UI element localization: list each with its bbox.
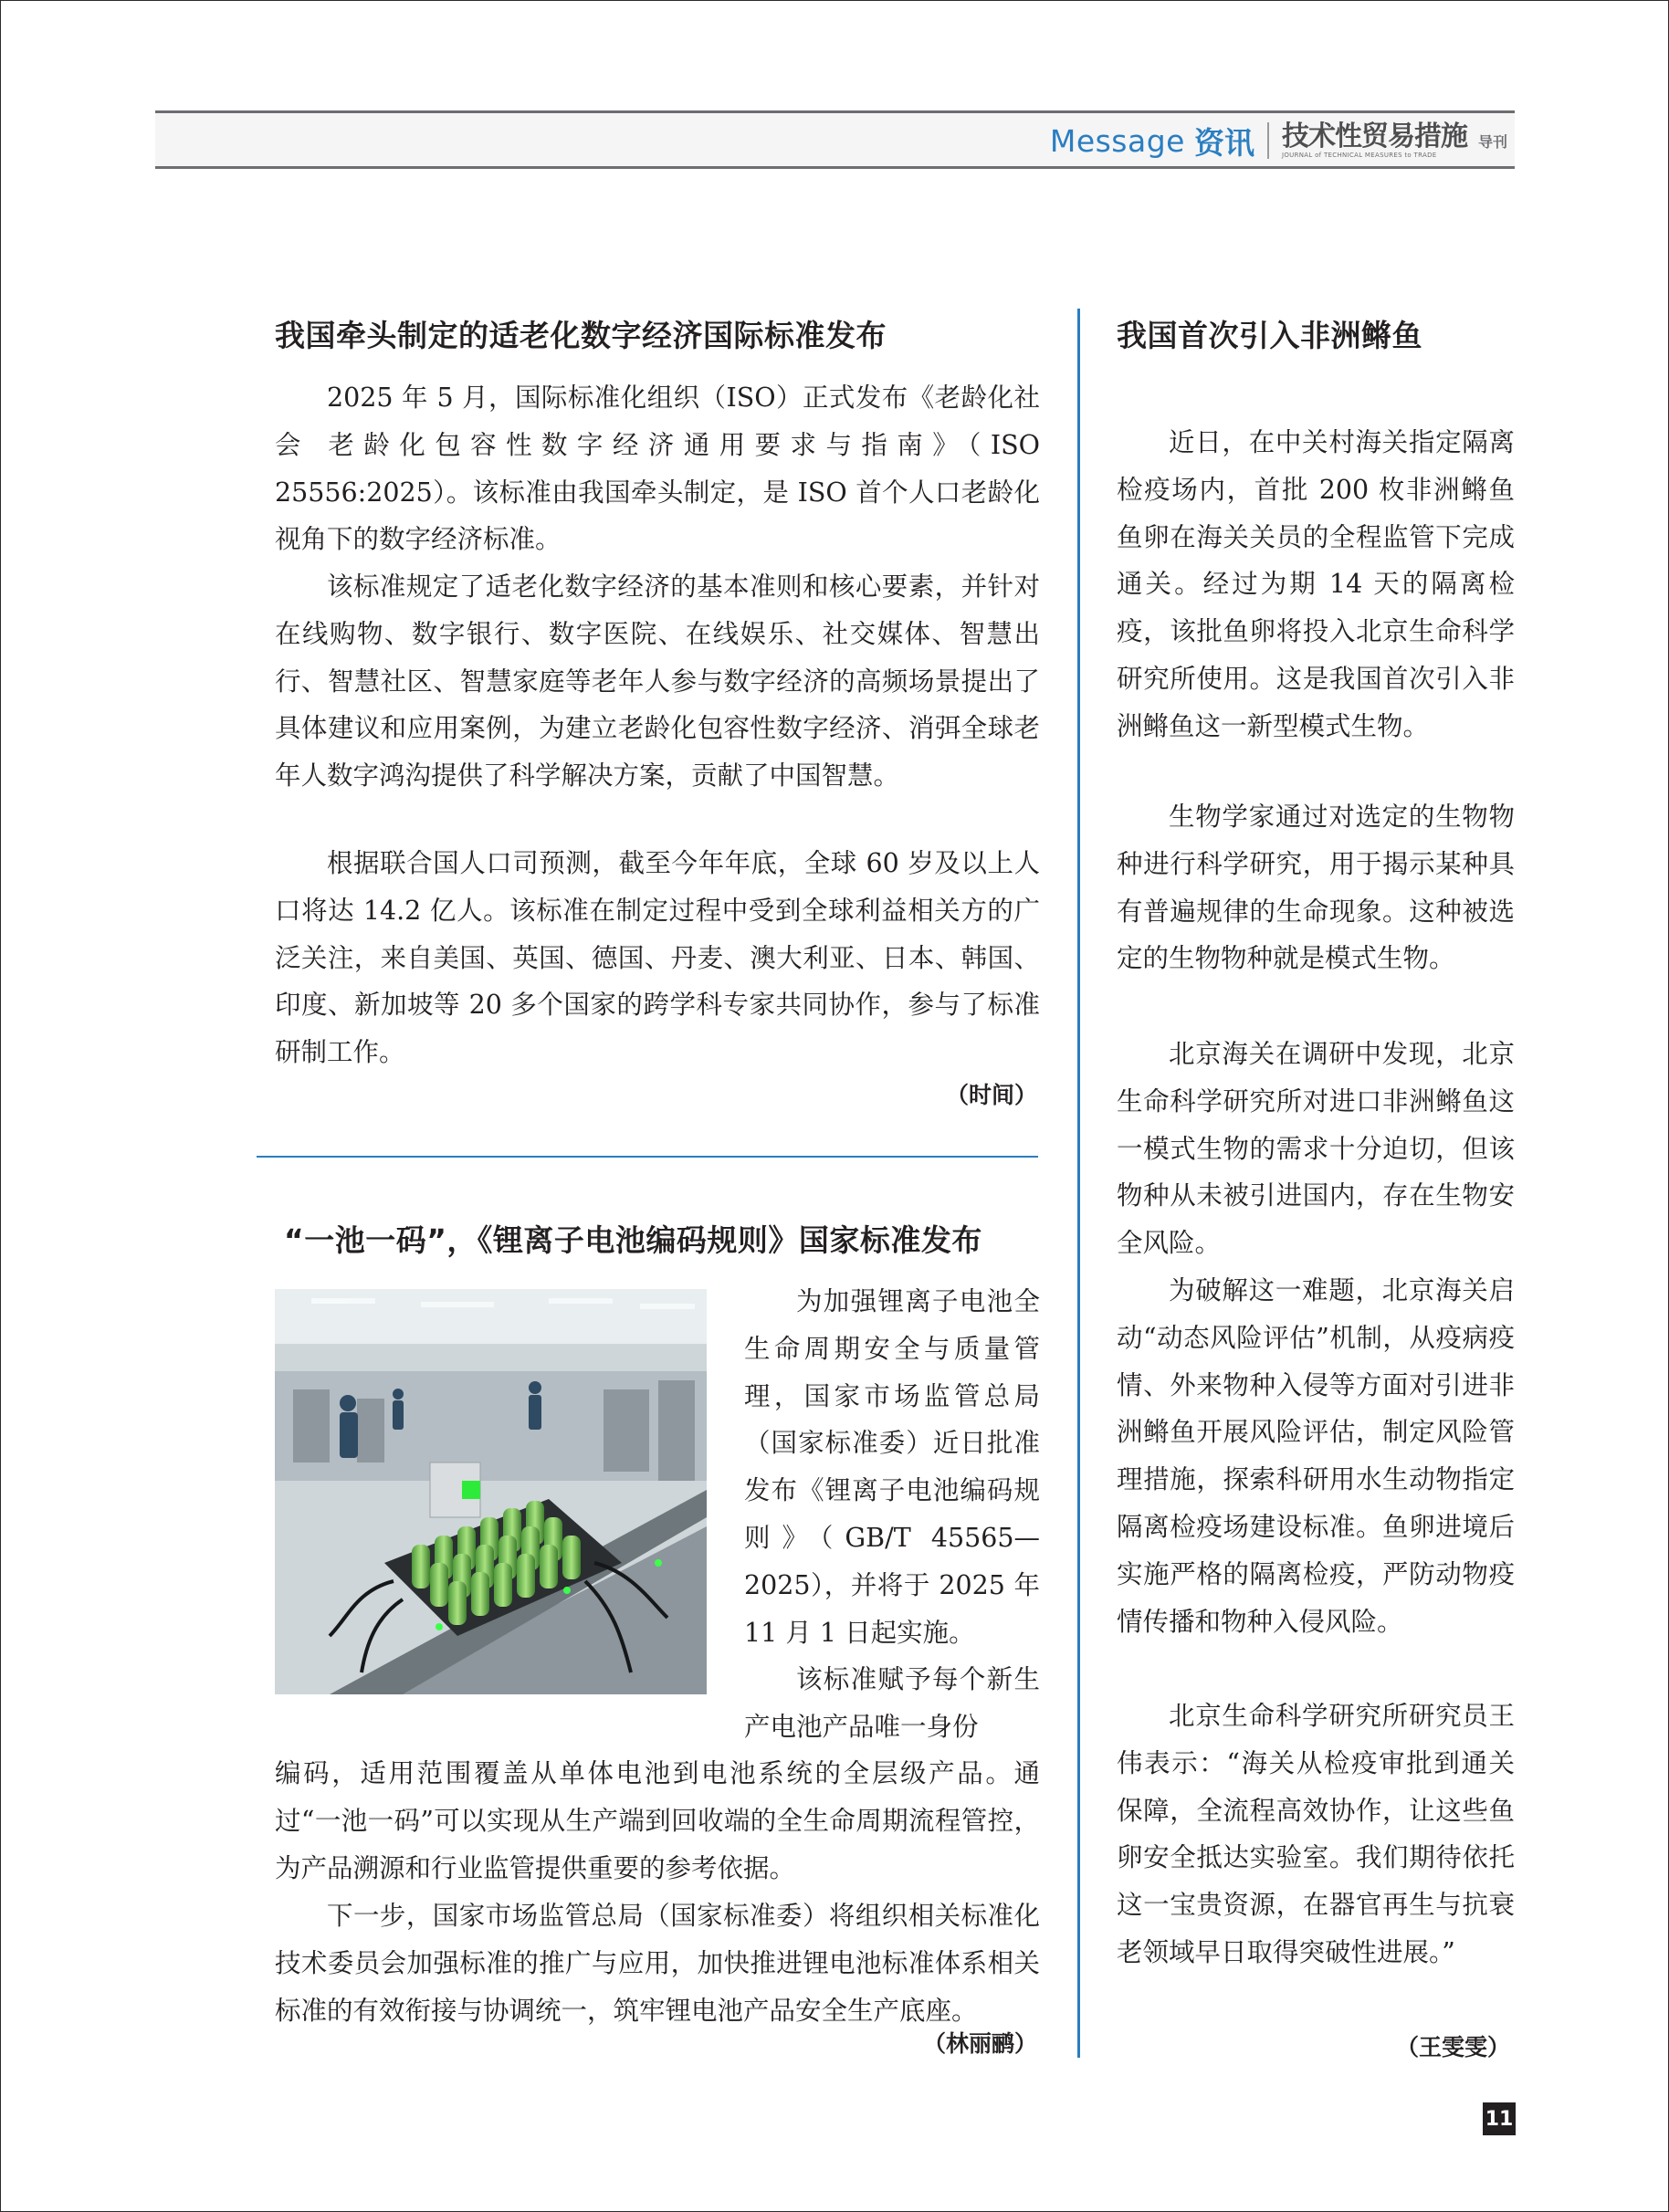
- journal-logo: [1281, 120, 1467, 159]
- article1-paragraph: 2025 年 5 月，国际标准化组织（ISO）正式发布《老龄化社会 老龄化包容性数字经济通用要求与指南》（ISO 25556:2025）。该标准由我国牵头制定，是 ISO 首个人口老龄化视角下的数字经济标准。: [275, 383, 1040, 555]
- header-separator: [1267, 122, 1269, 159]
- journal-tag: 导刊: [1477, 133, 1507, 151]
- article1-paragraph: 根据联合国人口司预测，截至今年年底，全球 60 岁及以上人口将达 14.2 亿人。该标准在制定过程中受到全球利益相关方的广泛关注，来自美国、英国、德国、丹麦、澳大利亚、日本、韩国、印度、新加坡等 20 多个国家的跨学科专家共同协作，参与了标准研制工作。: [275, 848, 1040, 1068]
- journal-name-en: JOURNAL of TECHNICAL MEASURES to TRADE: [1281, 151, 1437, 159]
- section-label-en: Message: [1049, 122, 1185, 159]
- section-divider: [257, 1156, 1038, 1158]
- article3-title: 我国首次引入非洲鳉鱼: [1117, 318, 1422, 353]
- article2-paragraph: 为加强锂离子电池全生命周期安全与质量管理，国家市场监管总局（国家标准委）近日批准发布《锂离子电池编码规则》（GB/T 45565—2025），并将于 2025 年 11 月 1 日起实施。: [744, 1286, 1040, 1648]
- article3-paragraph: 北京海关在调研中发现，北京生命科学研究所对进口非洲鳉鱼这一模式生物的需求十分迫切，但该物种从未被引进国内，存在生物安全风险。: [1117, 1039, 1515, 1259]
- article3-author: （王雯雯）: [1396, 2034, 1511, 2060]
- journal-name-cn: 技术性贸易措施: [1281, 120, 1467, 152]
- section-label-cn: 资讯: [1193, 124, 1254, 161]
- article3-paragraph: 北京生命科学研究所研究员王伟表示：“海关从检疫审批到通关保障，全流程高效协作，让这些鱼卵安全抵达实验室。我们期待依托这一宝贵资源，在器官再生与抗衰老领域早日取得突破性进展。”: [1117, 1701, 1515, 1967]
- battery-production-line-photo: [275, 1289, 707, 1694]
- article1-paragraph: 该标准规定了适老化数字经济的基本准则和核心要素，并针对在线购物、数字银行、数字医院、在线娱乐、社交媒体、智慧出行、智慧社区、智慧家庭等老年人参与数字经济的高频场景提出了具体建议和应用案例，为建立老龄化包容性数字经济、消弭全球老年人数字鸿沟提供了科学解决方案，贡献了中国智慧。: [275, 571, 1040, 791]
- article3-paragraph: 为破解这一难题，北京海关启动“动态风险评估”机制，从疫病疫情、外来物种入侵等方面对引进非洲鳉鱼开展风险评估，制定风险管理措施，探索科研用水生动物指定隔离检疫场建设标准。鱼卵进境后实施严格的隔离检疫，严防动物疫情传播和物种入侵风险。: [1117, 1275, 1515, 1637]
- article2-title: “一池一码”，《锂离子电池编码规则》国家标准发布: [284, 1222, 982, 1258]
- page-header: [155, 113, 1515, 169]
- article3-paragraph: 生物学家通过对选定的生物物种进行科学研究，用于揭示某种具有普遍规律的生命现象。这种被选定的生物物种就是模式生物。: [1117, 802, 1515, 974]
- article1-title: 我国牵头制定的适老化数字经济国际标准发布: [275, 318, 887, 353]
- column-divider: [1077, 309, 1080, 2058]
- article2-paragraph: 编码，适用范围覆盖从单体电池到电池系统的全层级产品。通过“一池一码”可以实现从生产端到回收端的全生命周期流程管控，为产品溯源和行业监管提供重要的参考依据。: [275, 1758, 1040, 1883]
- article2-author: （林丽鹂）: [923, 2030, 1038, 2057]
- header-branding: [1050, 121, 1507, 161]
- article1-author: （时间）: [946, 1082, 1038, 1108]
- article3-paragraph: 近日，在中关村海关指定隔离检疫场内，首批 200 枚非洲鳉鱼鱼卵在海关关员的全程监管下完成通关。经过为期 14 天的隔离检疫，该批鱼卵将投入北京生命科学研究所使用。这是我国首次引入非洲鳉鱼这一新型模式生物。: [1117, 427, 1515, 741]
- page-number: 11: [1483, 2102, 1516, 2135]
- article2-paragraph: 该标准赋予每个新生产电池产品唯一身份: [744, 1664, 1040, 1742]
- article2-paragraph: 下一步，国家市场监管总局（国家标准委）将组织相关标准化技术委员会加强标准的推广与应用，加快推进锂电池标准体系相关标准的有效衔接与协调统一，筑牢锂电池产品安全生产底座。: [275, 1901, 1040, 2026]
